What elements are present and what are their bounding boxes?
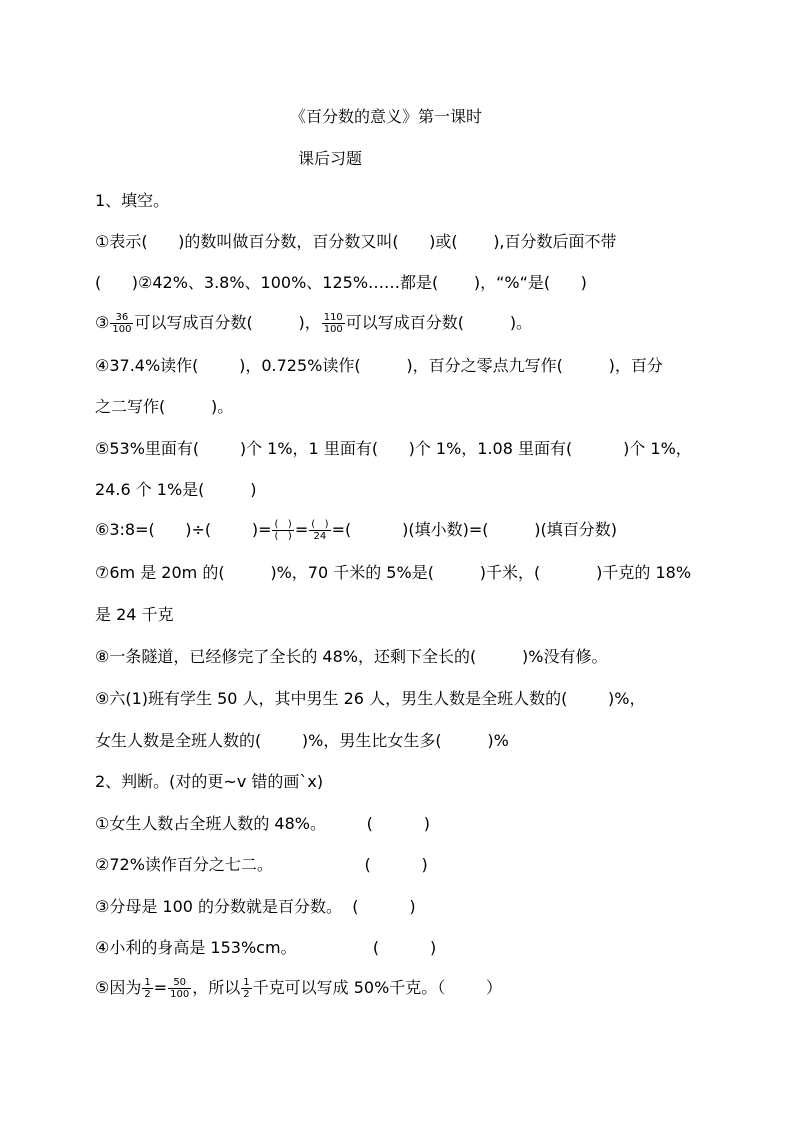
- page-subtitle: 课后习题: [298, 149, 363, 168]
- fraction-36-100: [110, 312, 133, 335]
- fraction-blank-1: [272, 519, 293, 542]
- q1-line8-prefix: ⑥3:8=( )÷( )=: [95, 520, 272, 539]
- fraction-denominator: 2: [144, 989, 151, 1000]
- q1-line3-end: 可以写成百分数( )。: [345, 313, 533, 332]
- fraction-numerator: 1: [243, 977, 250, 988]
- fraction-denominator: ( ): [274, 531, 292, 542]
- fraction-numerator: 1: [144, 977, 151, 988]
- fraction-denominator: 100: [323, 324, 343, 335]
- judge5-mid: ，所以: [192, 978, 241, 997]
- fraction-numerator: 36: [110, 312, 133, 324]
- fraction-1-2: [142, 977, 152, 1000]
- judge-item-3: ③分母是 100 的分数就是百分数。 ( ): [95, 897, 416, 916]
- q1-line1: ①表示( )的数叫做百分数，百分数又叫( )或( ),百分数后面不带: [95, 232, 617, 251]
- q1-line3-prefix: ③: [95, 313, 110, 332]
- judge5-prefix: ⑤因为: [95, 978, 142, 997]
- q1-line12: ⑨六(1)班有学生 50 人，其中男生 26 人，男生人数是全班人数的( )%，: [95, 689, 646, 708]
- q1-line4: ④37.4%读作( )，0.725%读作( )，百分之零点九写作( )，百分: [95, 356, 663, 375]
- judge-item-1: ①女生人数占全班人数的 48%。 ( ): [95, 814, 431, 833]
- q1-line11: ⑧一条隧道，已经修完了全长的 48%，还剩下全长的( )%没有修。: [95, 647, 608, 666]
- fraction-denominator: 100: [112, 324, 132, 335]
- fraction-denominator: 100: [170, 989, 190, 1000]
- q1-line6: ⑤53%里面有( )个 1%，1 里面有( )个 1%，1.08 里面有( )个 1%，: [95, 439, 692, 458]
- judge-item-4: ④小利的身高是 153%cm。 ( ): [95, 938, 437, 957]
- fraction-numerator: 50: [168, 977, 191, 989]
- q1-line10: 是 24 千克: [95, 605, 174, 624]
- fraction-110-100: [322, 312, 345, 335]
- judge5-end: 千克可以写成 50%千克。（ ）: [252, 978, 502, 997]
- fraction-denominator: 24: [313, 531, 327, 542]
- fraction-numerator: ( ): [274, 519, 292, 530]
- q1-line3: [95, 312, 532, 335]
- judge-item-2: ②72%读作百分之七二。 ( ): [95, 855, 428, 874]
- q1-line2: ( )②42%、3.8%、100%、125%……都是( )，“%“是( ): [95, 273, 587, 292]
- q1-line3-mid: 可以写成百分数( )，: [134, 313, 321, 332]
- fraction-50-100: [168, 977, 191, 1000]
- page-title: 《百分数的意义》第一课时: [290, 107, 483, 126]
- judge-item-5: [95, 977, 502, 1000]
- q1-line13: 女生人数是全班人数的( )%，男生比女生多( )%: [95, 731, 509, 750]
- q1-line9: ⑦6m 是 20m 的( )%，70 千米的 5%是( )千米，( )千克的 18%: [95, 563, 692, 582]
- q1-line7: 24.6 个 1%是( ): [95, 480, 257, 499]
- fraction-denominator: 2: [243, 989, 250, 1000]
- q1-line8-eq: =: [294, 520, 309, 539]
- q1-line5: 之二写作( )。: [95, 397, 234, 416]
- q1-line8: [95, 519, 617, 542]
- q1-line8-end: =( )(填小数)=( )(填百分数): [331, 520, 617, 539]
- fraction-1-2-second: [241, 977, 251, 1000]
- section1-heading: 1、填空。: [95, 191, 170, 210]
- fraction-numerator: 110: [323, 312, 343, 323]
- section2-heading: 2、判断。(对的更~v 错的画`x): [95, 772, 324, 791]
- fraction-blank-24: [309, 519, 330, 542]
- fraction-numerator: ( ): [311, 519, 329, 530]
- judge5-eq: =: [153, 978, 168, 997]
